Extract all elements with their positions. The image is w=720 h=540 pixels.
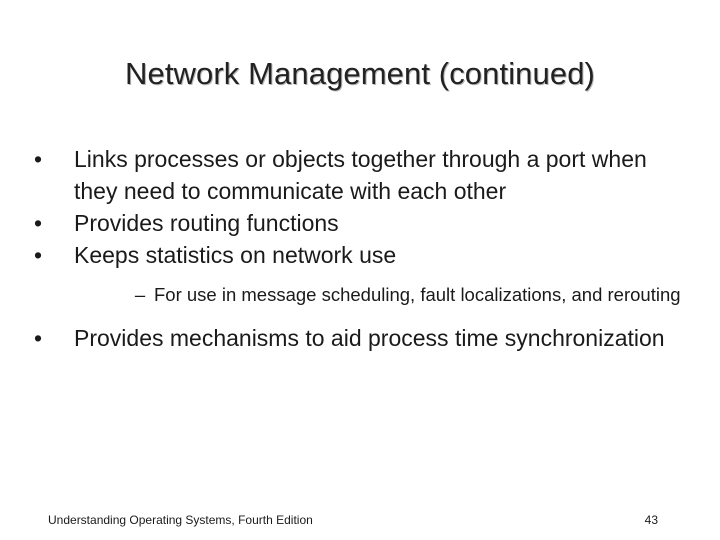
bullet-marker: •	[33, 325, 43, 351]
bullet-marker: •	[33, 242, 43, 268]
slide-title: Network Management (continued)	[125, 56, 595, 91]
bullet-list	[26, 143, 686, 354]
bullet-text: Provides mechanisms to aid process time synchronization	[74, 325, 665, 351]
page-number: 43	[644, 513, 658, 527]
sub-bullet-marker: –	[134, 284, 146, 305]
bullet-item	[26, 143, 686, 207]
bullet-item	[26, 239, 686, 309]
bullet-text: Provides routing functions	[74, 210, 339, 236]
sub-bullet-text: For use in message scheduling, fault localizations, and rerouting	[154, 284, 681, 305]
footer-book-title: Understanding Operating Systems, Fourth Edition	[48, 513, 313, 527]
sub-bullet-list	[74, 281, 686, 309]
bullet-item	[26, 322, 686, 354]
bullet-marker: •	[33, 146, 43, 172]
bullet-text: Keeps statistics on network use	[74, 242, 397, 268]
bullet-marker: •	[33, 210, 43, 236]
bullet-item	[26, 207, 686, 239]
sub-bullet-item	[74, 281, 686, 309]
bullet-text: Links processes or objects together through a port when they need to communicate with each other	[74, 146, 647, 204]
